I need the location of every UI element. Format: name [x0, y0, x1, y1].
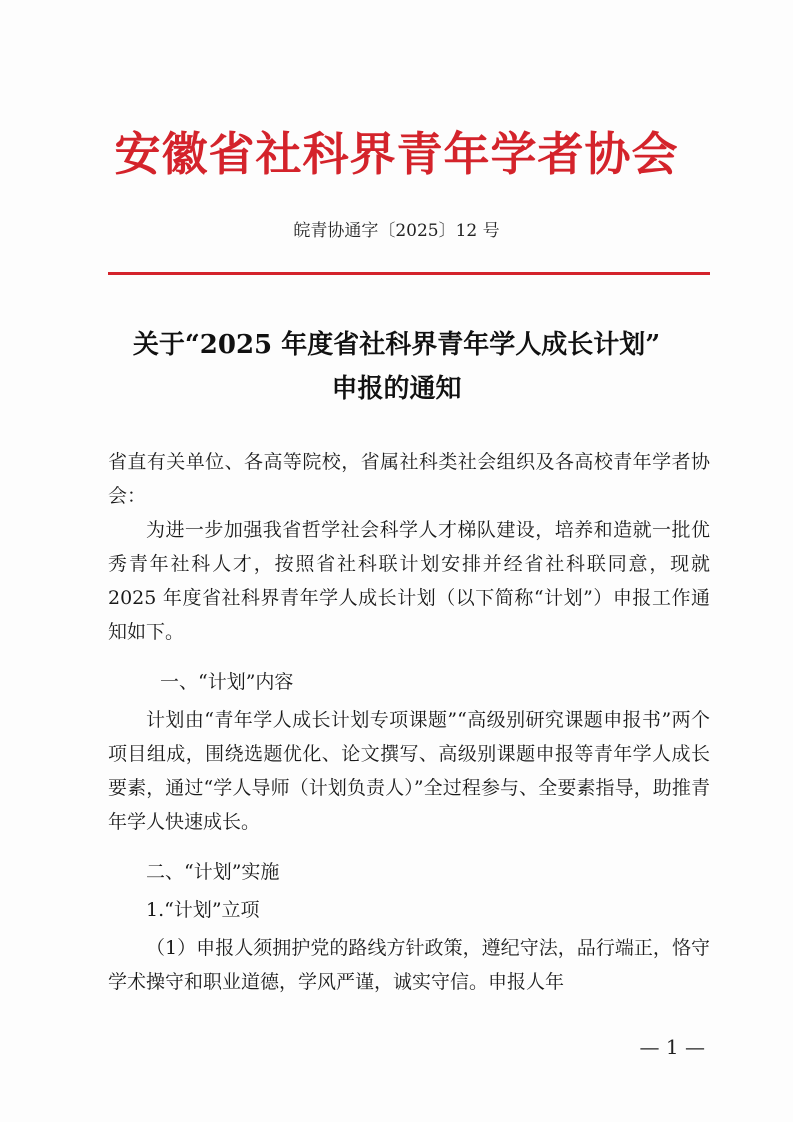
notice-title — [60, 323, 733, 411]
section-1-paragraph: 计划由“青年学人成长计划专项课题”“高级别研究课题申报书”两个项目组成，围绕选题优化、论文撰写、高级别课题申报等青年学人成长要素，通过“学人导师（计划负责人）”全过程参与、全要素指导，助推青年学人快速成长。 — [108, 709, 710, 833]
red-divider-rule — [108, 272, 710, 275]
intro-paragraph: 为进一步加强我省哲学社会科学人才梯队建设，培养和造就一批优秀青年社科人才，按照省社科联计划安排并经省社科联同意，现就 2025 年度省社科界青年学人成长计划（以下简称“计划”）申报工作通知如下。 — [108, 519, 710, 643]
section-2-heading: 二、“计划”实施 — [146, 861, 280, 883]
subsection-1-heading: 1.“计划”立项 — [146, 899, 260, 921]
item-1-paragraph: （1）申报人须拥护党的路线方针政策，遵纪守法，品行端正，恪守学术操守和职业道德，学风严谨，诚实守信。申报人年 — [108, 937, 710, 993]
notice-title-line-2: 申报的通知 — [331, 374, 462, 404]
document-number: 皖青协通字〔2025〕12 号 — [293, 221, 500, 241]
page-number: — 1 — — [639, 1035, 705, 1059]
masthead-org-name: 安徽省社科界青年学者协会 — [114, 127, 679, 181]
notice-title-line-1: 关于“2025 年度省社科界青年学人成长计划” — [132, 330, 661, 360]
section-1-heading: 一、“计划”内容 — [160, 671, 294, 693]
salutation-paragraph: 省直有关单位、各高等院校，省属社科类社会组织及各高校青年学者协会： — [108, 451, 710, 507]
